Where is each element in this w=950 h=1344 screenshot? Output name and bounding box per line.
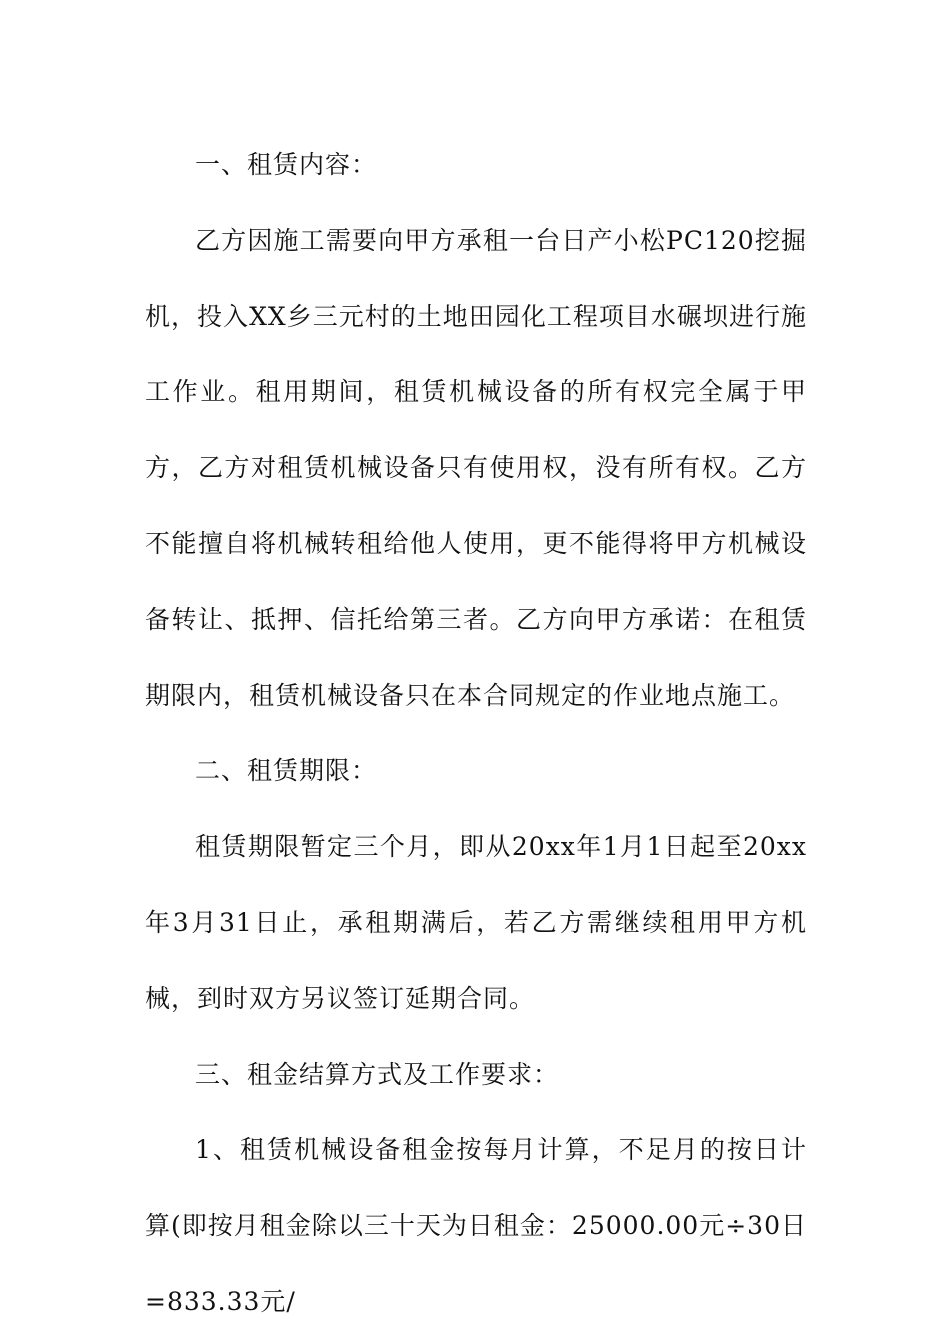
document-body: [145, 127, 807, 1340]
section-paragraph: 乙方因施工需要向甲方承租一台日产小松PC120挖掘机，投入XX乡三元村的土地田园化工程项目水碾坝进行施工作业。租用期间，租赁机械设备的所有权完全属于甲方，乙方对租赁机械设备只有使用权，没有所有权。乙方不能擅自将机械转租给他人使用，更不能得将甲方机械设备转让、抵押、信托给第三者。乙方向甲方承诺：在租赁期限内，租赁机械设备只在本合同规定的作业地点施工。: [145, 225, 807, 710]
section-rental-period: [145, 733, 807, 1036]
section-paragraph: 租赁期限暂定三个月，即从20xx年1月1日起至20xx年3月31日止，承租期满后，若乙方需继续租用甲方机械，到时双方另议签订延期合同。: [145, 832, 807, 1013]
section-rent-settlement: [145, 1037, 807, 1340]
section-paragraph: 1、租赁机械设备租金按每月计算，不足月的按日计算(即按月租金除以三十天为日租金：25000.00元÷30日=833.33元/: [145, 1135, 807, 1316]
section-heading: 二、租赁期限：: [195, 756, 378, 786]
section-heading: 一、租赁内容：: [195, 150, 378, 179]
section-heading: 三、租金结算方式及工作要求：: [195, 1059, 560, 1089]
section-rental-content: [145, 127, 807, 733]
